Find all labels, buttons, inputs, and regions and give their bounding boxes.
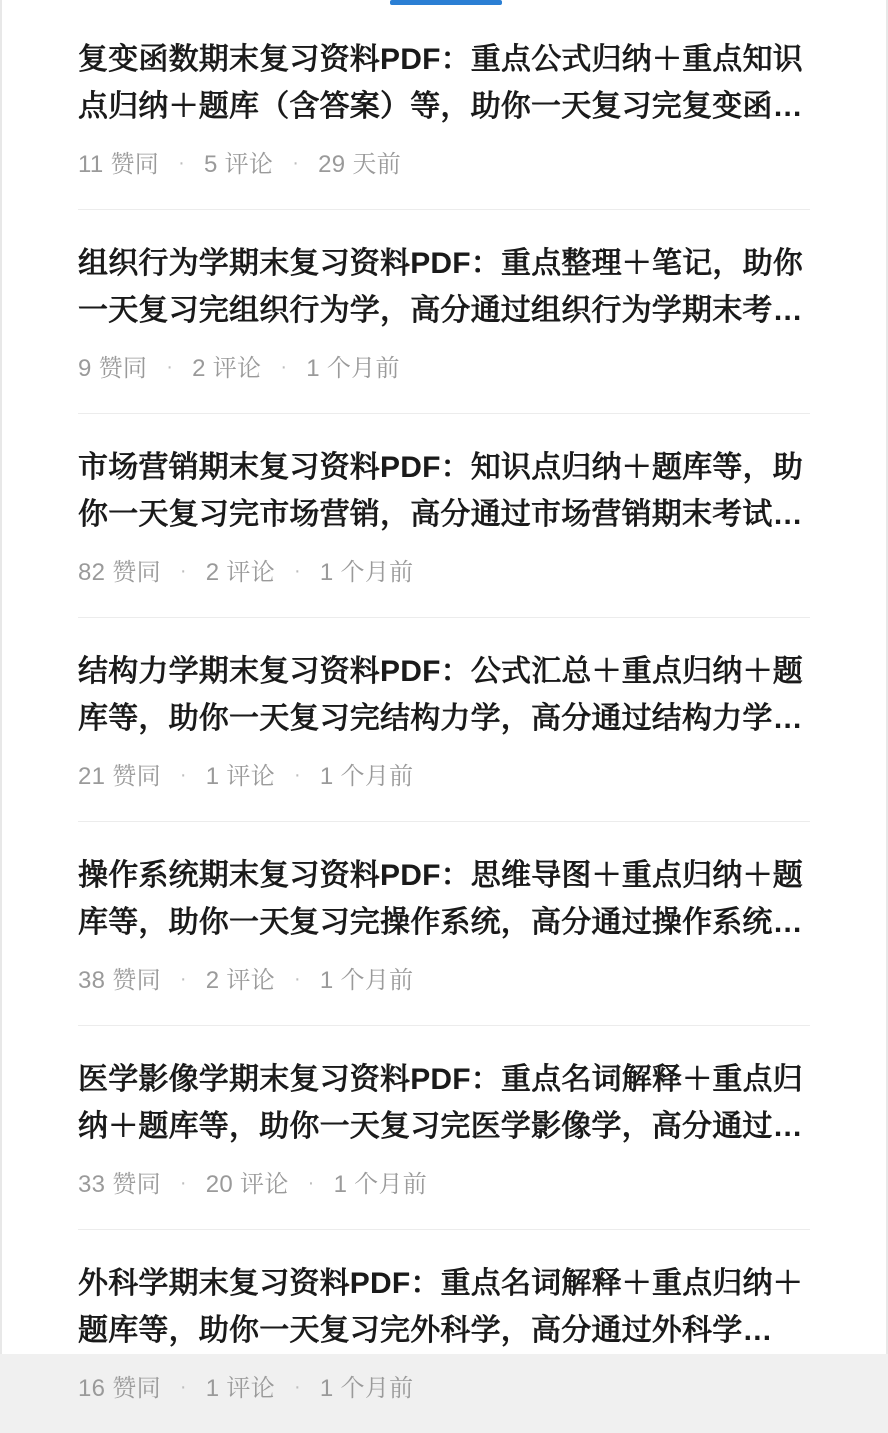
like-count: 33 赞同 xyxy=(78,1171,161,1198)
like-count: 11 赞同 xyxy=(78,151,160,178)
meta-separator: · xyxy=(179,968,187,990)
comment-count: 2 评论 xyxy=(205,559,275,586)
like-count: 21 赞同 xyxy=(78,763,161,790)
item-meta xyxy=(78,352,814,387)
meta-separator: · xyxy=(293,560,301,582)
comment-count: 1 评论 xyxy=(205,1375,275,1402)
item-meta xyxy=(78,148,814,183)
list-item[interactable] xyxy=(2,1026,886,1229)
list-item[interactable] xyxy=(2,822,886,1025)
meta-separator: · xyxy=(293,764,301,786)
meta-separator: · xyxy=(179,1376,187,1398)
item-title[interactable]: 市场营销期末复习资料PDF：知识点归纳＋题库等，助你一天复习完市场营销，高分通过市场营销期末考试… xyxy=(78,451,803,531)
item-meta xyxy=(78,1168,814,1203)
comment-count: 2 评论 xyxy=(192,355,262,382)
comment-count: 20 评论 xyxy=(205,1171,289,1198)
timestamp: 1 个月前 xyxy=(319,967,414,994)
like-count: 38 赞同 xyxy=(78,967,161,994)
timestamp: 1 个月前 xyxy=(319,559,414,586)
list-item[interactable] xyxy=(2,1230,886,1433)
meta-separator: · xyxy=(178,152,186,174)
item-title[interactable]: 结构力学期末复习资料PDF：公式汇总＋重点归纳＋题库等，助你一天复习完结构力学，高分通过结构力学… xyxy=(78,655,803,735)
timestamp: 1 个月前 xyxy=(319,763,414,790)
meta-separator: · xyxy=(179,560,187,582)
meta-separator: · xyxy=(280,356,288,378)
active-tab-indicator xyxy=(390,0,502,5)
meta-separator: · xyxy=(179,1172,187,1194)
like-count: 82 赞同 xyxy=(78,559,161,586)
timestamp: 1 个月前 xyxy=(333,1171,428,1198)
meta-separator: · xyxy=(307,1172,315,1194)
item-title[interactable]: 组织行为学期末复习资料PDF：重点整理＋笔记，助你一天复习完组织行为学，高分通过组织行为学期末考… xyxy=(78,247,803,327)
item-meta xyxy=(78,1372,814,1407)
timestamp: 1 个月前 xyxy=(306,355,400,382)
meta-separator: · xyxy=(166,356,174,378)
meta-separator: · xyxy=(293,968,301,990)
item-title[interactable]: 复变函数期末复习资料PDF：重点公式归纳＋重点知识点归纳＋题库（含答案）等，助你一天复习完复变函… xyxy=(78,43,803,123)
comment-count: 1 评论 xyxy=(205,763,275,790)
meta-separator: · xyxy=(293,1376,301,1398)
list-item[interactable] xyxy=(2,618,886,821)
item-meta xyxy=(78,760,814,795)
item-meta xyxy=(78,556,814,591)
tab-bar xyxy=(2,0,886,6)
comment-count: 2 评论 xyxy=(205,967,275,994)
meta-separator: · xyxy=(292,152,300,174)
like-count: 9 赞同 xyxy=(78,355,148,382)
list-item[interactable] xyxy=(2,210,886,413)
answer-feed-list xyxy=(2,6,886,1433)
timestamp: 1 个月前 xyxy=(319,1375,414,1402)
item-title[interactable]: 操作系统期末复习资料PDF：思维导图＋重点归纳＋题库等，助你一天复习完操作系统，高分通过操作系统… xyxy=(78,859,803,939)
list-item[interactable] xyxy=(2,6,886,209)
list-item[interactable] xyxy=(2,414,886,617)
comment-count: 5 评论 xyxy=(204,151,274,178)
item-title[interactable]: 医学影像学期末复习资料PDF：重点名词解释＋重点归纳＋题库等，助你一天复习完医学影像学，高分通过… xyxy=(78,1063,803,1143)
like-count: 16 赞同 xyxy=(78,1375,161,1402)
item-title[interactable]: 外科学期末复习资料PDF：重点名词解释＋重点归纳＋题库等，助你一天复习完外科学，高分通过外科学… xyxy=(78,1267,803,1347)
timestamp: 29 天前 xyxy=(318,151,401,178)
item-meta xyxy=(78,964,814,999)
meta-separator: · xyxy=(179,764,187,786)
